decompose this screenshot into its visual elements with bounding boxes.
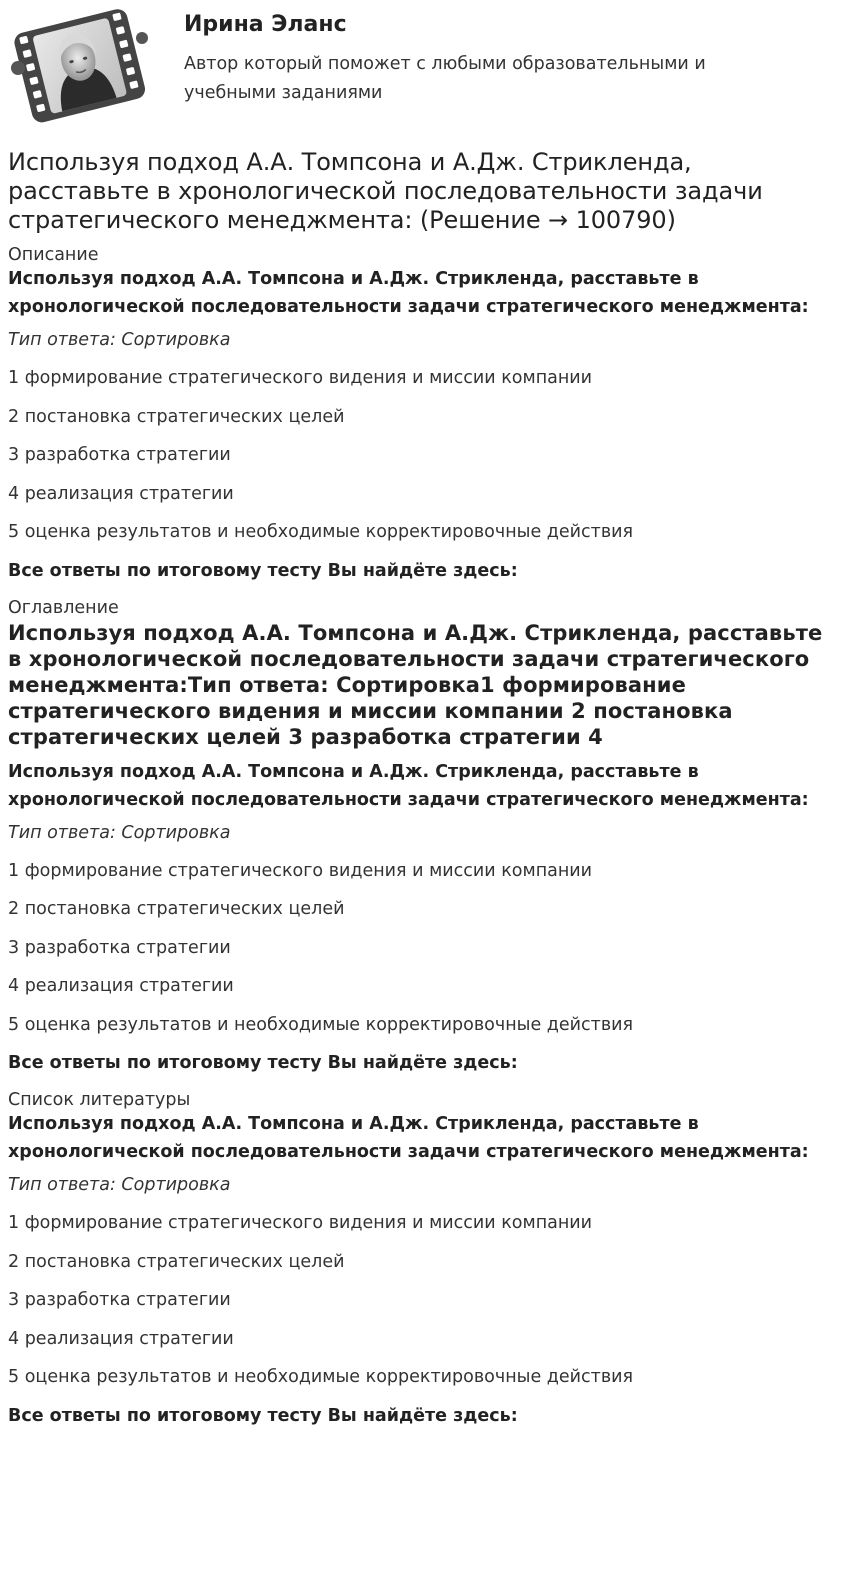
list-item: 3 разработка стратегии <box>8 937 231 958</box>
answer-type: Тип ответа: Сортировка <box>8 330 231 350</box>
question-text: Используя подход А.А. Томпсона и А.Дж. Стрикленда, расставьте в хронологической последовательности задачи стратегического менеджмента: <box>8 269 809 317</box>
answers-link-text: Все ответы по итоговому тесту Вы найдёте здесь: <box>8 1405 518 1426</box>
list-item: 2 постановка стратегических целей <box>8 1251 345 1272</box>
literature-section <box>8 1088 838 1427</box>
question-text: Используя подход А.А. Томпсона и А.Дж. Стрикленда, расставьте в хронологической последовательности задачи стратегического менеджмента: <box>8 761 809 810</box>
author-card <box>8 8 838 128</box>
answers-link-text: Все ответы по итоговому тесту Вы найдёте здесь: <box>8 560 518 581</box>
list-item: 4 реализация стратегии <box>8 1328 234 1349</box>
list-item: 4 реализация стратегии <box>8 483 234 504</box>
author-description: Автор который поможет с любыми образовательными и учебными заданиями <box>184 54 706 103</box>
list-item: 1 формирование стратегического видения и миссии компании <box>8 368 593 388</box>
author-avatar[interactable] <box>8 8 150 126</box>
main-content <box>8 148 838 1441</box>
list-item: 3 разработка стратегии <box>8 1290 231 1310</box>
list-item: 3 разработка стратегии <box>8 445 231 465</box>
section-label-toc: Оглавление <box>8 597 119 618</box>
toc-section <box>8 596 838 1075</box>
list-item: 5 оценка результатов и необходимые корректировочные действия <box>8 522 634 542</box>
answer-type: Тип ответа: Сортировка <box>8 1175 231 1195</box>
film-frame-icon <box>8 8 150 126</box>
author-name[interactable]: Ирина Эланс <box>184 12 347 37</box>
section-label-description: Описание <box>8 245 99 265</box>
list-item: 2 постановка стратегических целей <box>8 406 345 427</box>
section-label-literature: Список литературы <box>8 1090 191 1110</box>
list-item: 4 реализация стратегии <box>8 976 234 996</box>
question-text: Используя подход А.А. Томпсона и А.Дж. Стрикленда, расставьте в хронологической последовательности задачи стратегического менеджмента: <box>8 1114 809 1162</box>
answer-type: Тип ответа: Сортировка <box>8 822 231 843</box>
list-item: 5 оценка результатов и необходимые корректировочные действия <box>8 1367 634 1387</box>
list-item: 2 постановка стратегических целей <box>8 899 345 919</box>
description-section <box>8 243 838 582</box>
list-item: 1 формирование стратегического видения и миссии компании <box>8 860 593 881</box>
answers-link-text: Все ответы по итоговому тесту Вы найдёте здесь: <box>8 1053 518 1073</box>
toc-heading: Используя подход А.А. Томпсона и А.Дж. Стрикленда, расставьте в хронологической последовательности задачи стратегического менеджмента:Тип ответа: Сортировка1 формирование стратегического видения и миссии компании 2 постановка стратегических целей 3 разработка стратегии 4 <box>8 620 823 749</box>
list-item: 1 формирование стратегического видения и миссии компании <box>8 1213 593 1233</box>
page-title: Используя подход А.А. Томпсона и А.Дж. Стрикленда, расставьте в хронологической последовательности задачи стратегического менеджмента: (Решение → 100790) <box>8 148 763 234</box>
list-item: 5 оценка результатов и необходимые корректировочные действия <box>8 1014 634 1035</box>
